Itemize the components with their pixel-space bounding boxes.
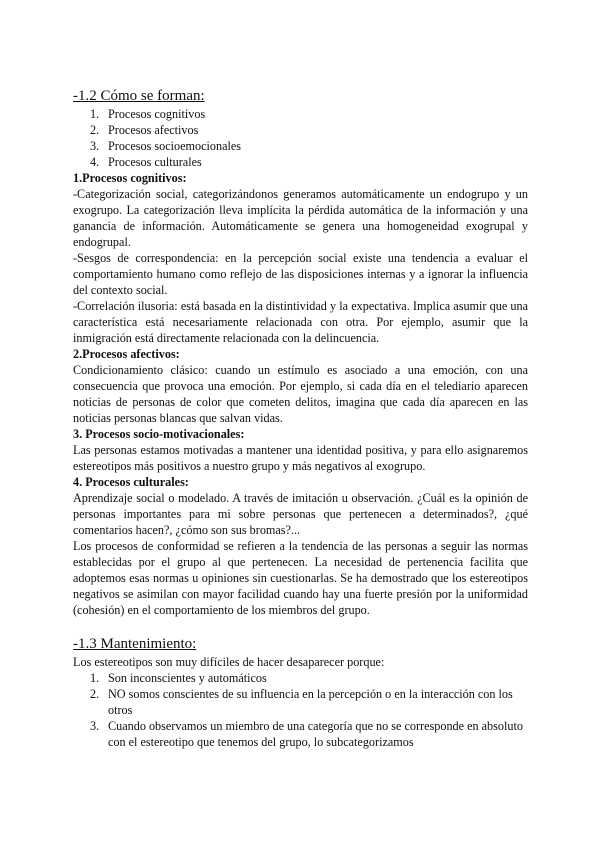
paragraph-mantenimiento-intro: Los estereotipos son muy difíciles de hacer desaparecer porque: <box>73 655 385 669</box>
spacer <box>73 618 528 634</box>
paragraph-conformidad: Los procesos de conformidad se refieren a la tendencia de las personas a seguir las normas establecidas por el grupo al que pertenecen. La necesidad de pertenencia facilita que adoptemos esas normas u opiniones sin cuestionarlas. Se ha demostrado que los estereotipos negativos se asimilan con mayor facilidad cuando hay una fuerte presión por la uniformidad (cohesión) en el comportamiento de los miembros del grupo. <box>73 539 528 617</box>
list-item <box>73 138 528 154</box>
section-title-como-se-forman: -1.2 Cómo se forman: <box>73 88 205 104</box>
paragraph-identidad: Las personas estamos motivadas a mantener una identidad positiva, y para ello asignaremos estereotipos más positivos a nuestro grupo y más negativos al exogrupo. <box>73 443 528 473</box>
heading-procesos-cognitivos: 1.Procesos cognitivos: <box>73 171 187 185</box>
list-number: 1. <box>90 107 100 121</box>
list-item-text: Procesos afectivos <box>108 123 199 137</box>
list-item-text: Procesos cognitivos <box>108 107 206 121</box>
list-item <box>73 154 528 170</box>
list-item-text: Son inconscientes y automáticos <box>108 671 267 685</box>
paragraph-sesgos: -Sesgos de correspondencia: en la percepción social existe una tendencia a evaluar el comportamiento humano como reflejo de las disposiciones internas y a ignorar la influencia del contexto social. <box>73 251 528 297</box>
list-item <box>73 686 528 718</box>
list-number: 1. <box>90 671 100 685</box>
paragraph-categorizacion: -Categorización social, categorizándonos generamos automáticamente un endogrupo y un exogrupo. La categorización lleva implícita la pérdida automática de la información y una ganancia de información. Automáticamente se genera una homogeneidad exogrupal y endogrupal. <box>73 187 528 249</box>
list-item-text: Procesos socioemocionales <box>108 139 242 153</box>
list-item <box>73 718 528 750</box>
list-number: 3. <box>90 719 100 733</box>
list-number: 4. <box>90 155 100 169</box>
heading-procesos-socio-motivacionales: 3. Procesos socio-motivacionales: <box>73 427 245 441</box>
paragraph-aprendizaje-social: Aprendizaje social o modelado. A través de imitación u observación. ¿Cuál es la opinión de personas importantes para mi sobre personas que pertenecen a determinados?, ¿qué comentarios hacen?, ¿cómo son sus bromas?... <box>73 491 528 537</box>
list-number: 2. <box>90 687 100 701</box>
list-item <box>73 122 528 138</box>
maintenance-reasons-list <box>73 670 528 750</box>
section-title-mantenimiento: -1.3 Mantenimiento: <box>73 636 197 652</box>
formation-processes-list <box>73 106 528 170</box>
list-item <box>73 106 528 122</box>
list-number: 3. <box>90 139 100 153</box>
list-number: 2. <box>90 123 100 137</box>
list-item-text: Cuando observamos un miembro de una categoría que no se corresponde en absoluto con el estereotipo que tenemos del grupo, lo subcategorizamos <box>108 719 523 749</box>
paragraph-correlacion: -Correlación ilusoria: está basada en la distintividad y la expectativa. Implica asumir que una característica está necesariamente relacionada con otra. Por ejemplo, asumir que la inmigración está directamente relacionada con la delincuencia. <box>73 299 528 345</box>
list-item-text: Procesos culturales <box>108 155 202 169</box>
list-item-text: NO somos conscientes de su influencia en la percepción o en la interacción con los otros <box>108 687 513 717</box>
heading-procesos-afectivos: 2.Procesos afectivos: <box>73 347 180 361</box>
list-item <box>73 670 528 686</box>
document-content <box>73 86 528 750</box>
heading-procesos-culturales: 4. Procesos culturales: <box>73 475 189 489</box>
paragraph-condicionamiento: Condicionamiento clásico: cuando un estímulo es asociado a una emoción, con una consecuencia que provoca una emoción. Por ejemplo, si cada día en el telediario aparecen noticias de personas de color que cometen delitos, imagina que cada día aparecen en las noticias personas blancas que salvan vidas. <box>73 363 528 425</box>
